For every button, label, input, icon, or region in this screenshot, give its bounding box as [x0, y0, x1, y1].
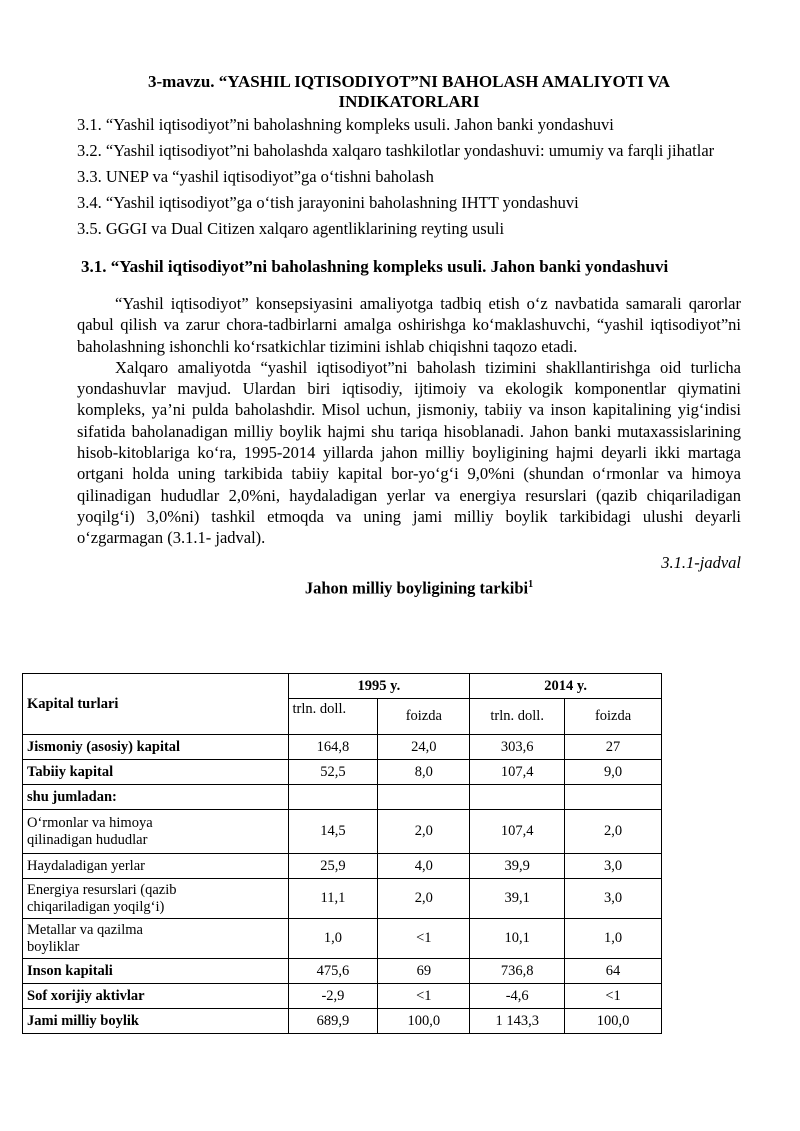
- value-1995-trln: 689,9: [288, 1009, 378, 1034]
- header-year-2014: 2014 y.: [470, 674, 662, 699]
- value-1995-trln: 52,5: [288, 760, 378, 785]
- table-row-including: [23, 785, 662, 810]
- table-row-energy-resources: [23, 879, 662, 919]
- value-1995-percent: 8,0: [378, 760, 470, 785]
- wealth-composition-table: [22, 673, 662, 1034]
- paragraph-1: “Yashil iqtisodiyot” konsepsiyasini amaliyotga tadbiq etish o‘z navbatida samarali qarorlar qabul qilish va zarur chora-tadbirlarni amalga oshirishga ko‘maklashuvchi, “yashil iqtisodiyot”ni baholashning ishonchli ko‘rsatkichlar tizimini ishlab chiqishni taqozo etadi.: [77, 294, 741, 356]
- value-2014-trln: 39,9: [470, 854, 565, 879]
- value-1995-percent: 4,0: [378, 854, 470, 879]
- value-1995-trln: 1,0: [288, 919, 378, 959]
- paragraph-2: Xalqaro amaliyotda “yashil iqtisodiyot”ni baholash tizimini shakllantirishga oid turlicha yondashuvlar mavjud. Ulardan biri iqtisodiy, ijtimoiy va ekologik komponentlar qiymatini kompleks, ya’ni pulda baholashdir. Misol uchun, jismoniy, tabiiy va inson kapitalining yig‘indisi sifatida baholanadigan milliy boylik hajmi shu tariqa hisoblanadi. Jahon banki mutaxassislarining hisob-kitoblariga ko‘ra, 1995-2014 yillarda jahon milliy boyligining hajmi deyarli ikki martaga ortgani holda uning tarkibida tabiiy kapital bor-yo‘g‘i 9,0%ni (shundan o‘rmonlar va himoya qilinadigan hududlar 2,0%ni, haydaladigan yerlar va energiya resurslari (qazib chiqariladigan yoqilg‘i) 3,0%ni) tashkil etmoqda va uning jami milliy boylik tarkibidagi ulushi deyarli o‘zgarmagan (3.1.1- jadval).: [77, 357, 741, 548]
- table-label: 3.1.1-jadval: [661, 552, 741, 572]
- value-2014-percent: 27: [565, 735, 662, 760]
- row-label: Jami milliy boylik: [23, 1009, 289, 1034]
- header-year-1995: 1995 y.: [288, 674, 470, 699]
- header-foizda-1995: foizda: [378, 699, 470, 735]
- value-1995-percent: 2,0: [378, 879, 470, 919]
- row-label: Haydaladigan yerlar: [23, 854, 289, 879]
- value-1995-percent: <1: [378, 984, 470, 1009]
- value-1995-trln: -2,9: [288, 984, 378, 1009]
- value-1995-percent: <1: [378, 919, 470, 959]
- row-label: Jismoniy (asosiy) kapital: [23, 735, 289, 760]
- value-1995-percent: 100,0: [378, 1009, 470, 1034]
- value-2014-trln: 107,4: [470, 810, 565, 854]
- value-2014-percent: <1: [565, 984, 662, 1009]
- row-label: [23, 810, 289, 854]
- value-2014-percent: 2,0: [565, 810, 662, 854]
- row-label: [23, 919, 289, 959]
- value-2014-trln: 1 143,3: [470, 1009, 565, 1034]
- document-page: [77, 72, 741, 598]
- toc-item-3-5: 3.5. GGGI va Dual Citizen xalqaro agentliklarining reyting usuli: [77, 219, 505, 238]
- value-1995-trln: [288, 785, 378, 810]
- table-body: [23, 735, 662, 1034]
- row-label-line1: Energiya resurslari (qazib: [27, 881, 177, 898]
- value-2014-percent: 100,0: [565, 1009, 662, 1034]
- row-label-line2: chiqariladigan yoqilg‘i): [27, 898, 165, 915]
- table-row-forests-protected-areas: [23, 810, 662, 854]
- table-title-text: Jahon milliy boyligining tarkibi: [304, 578, 529, 598]
- row-label: shu jumladan:: [23, 785, 289, 810]
- table-title: [77, 575, 741, 599]
- value-1995-percent: 24,0: [378, 735, 470, 760]
- value-1995-percent: 69: [378, 959, 470, 984]
- value-1995-trln: 164,8: [288, 735, 378, 760]
- topic-title-line2: INDIKATORLARI: [338, 92, 480, 111]
- value-2014-trln: 303,6: [470, 735, 565, 760]
- toc-item-3-2: 3.2. “Yashil iqtisodiyot”ni baholashda xalqaro tashkilotlar yondashuvi: umumiy va farqli jihatlar: [77, 141, 715, 160]
- table-row-total-national-wealth: [23, 1009, 662, 1034]
- section-title: 3.1. “Yashil iqtisodiyot”ni baholashning kompleks usuli. Jahon banki yondashuvi: [81, 257, 669, 276]
- value-2014-trln: -4,6: [470, 984, 565, 1009]
- row-label-line1: Metallar va qazilma: [27, 921, 143, 938]
- header-trln-2014: trln. doll.: [470, 699, 565, 735]
- header-foizda-2014: foizda: [565, 699, 662, 735]
- topic-title: [77, 72, 741, 112]
- row-label-line1: O‘rmonlar va himoya: [27, 814, 153, 831]
- header-capital-types: Kapital turlari: [23, 674, 289, 735]
- value-2014-trln: 39,1: [470, 879, 565, 919]
- value-1995-percent: [378, 785, 470, 810]
- header-trln-1995: trln. doll.: [288, 699, 378, 735]
- table-row-human-capital: [23, 959, 662, 984]
- value-2014-percent: 3,0: [565, 854, 662, 879]
- table-row-cropland: [23, 854, 662, 879]
- value-2014-percent: [565, 785, 662, 810]
- value-1995-trln: 25,9: [288, 854, 378, 879]
- toc-item-3-4: 3.4. “Yashil iqtisodiyot”ga o‘tish jarayonini baholashning IHTT yondashuvi: [77, 193, 579, 212]
- value-2014-trln: 736,8: [470, 959, 565, 984]
- value-1995-percent: 2,0: [378, 810, 470, 854]
- value-2014-percent: 3,0: [565, 879, 662, 919]
- row-label: Inson kapitali: [23, 959, 289, 984]
- toc-item-3-3: 3.3. UNEP va “yashil iqtisodiyot”ga o‘tishni baholash: [77, 167, 434, 186]
- table-row-natural-capital: [23, 760, 662, 785]
- table-row-metals-minerals: [23, 919, 662, 959]
- footnote-mark: 1: [528, 578, 534, 590]
- value-2014-trln: 107,4: [470, 760, 565, 785]
- row-label: [23, 879, 289, 919]
- table-row-net-foreign-assets: [23, 984, 662, 1009]
- value-2014-trln: 10,1: [470, 919, 565, 959]
- table-of-contents: [77, 114, 741, 239]
- table-row-physical-capital: [23, 735, 662, 760]
- value-2014-percent: 64: [565, 959, 662, 984]
- row-label-line2: boyliklar: [27, 938, 80, 955]
- value-1995-trln: 475,6: [288, 959, 378, 984]
- row-label-line2: qilinadigan hududlar: [27, 831, 148, 848]
- row-label: Tabiiy kapital: [23, 760, 289, 785]
- value-2014-percent: 1,0: [565, 919, 662, 959]
- toc-item-3-1: 3.1. “Yashil iqtisodiyot”ni baholashning kompleks usuli. Jahon banki yondashuvi: [77, 115, 614, 134]
- value-1995-trln: 14,5: [288, 810, 378, 854]
- value-2014-percent: 9,0: [565, 760, 662, 785]
- value-1995-trln: 11,1: [288, 879, 378, 919]
- row-label: Sof xorijiy aktivlar: [23, 984, 289, 1009]
- value-2014-trln: [470, 785, 565, 810]
- topic-title-line1: 3-mavzu. “YASHIL IQTISODIYOT”NI BAHOLASH AMALIYOTI VA: [147, 72, 671, 91]
